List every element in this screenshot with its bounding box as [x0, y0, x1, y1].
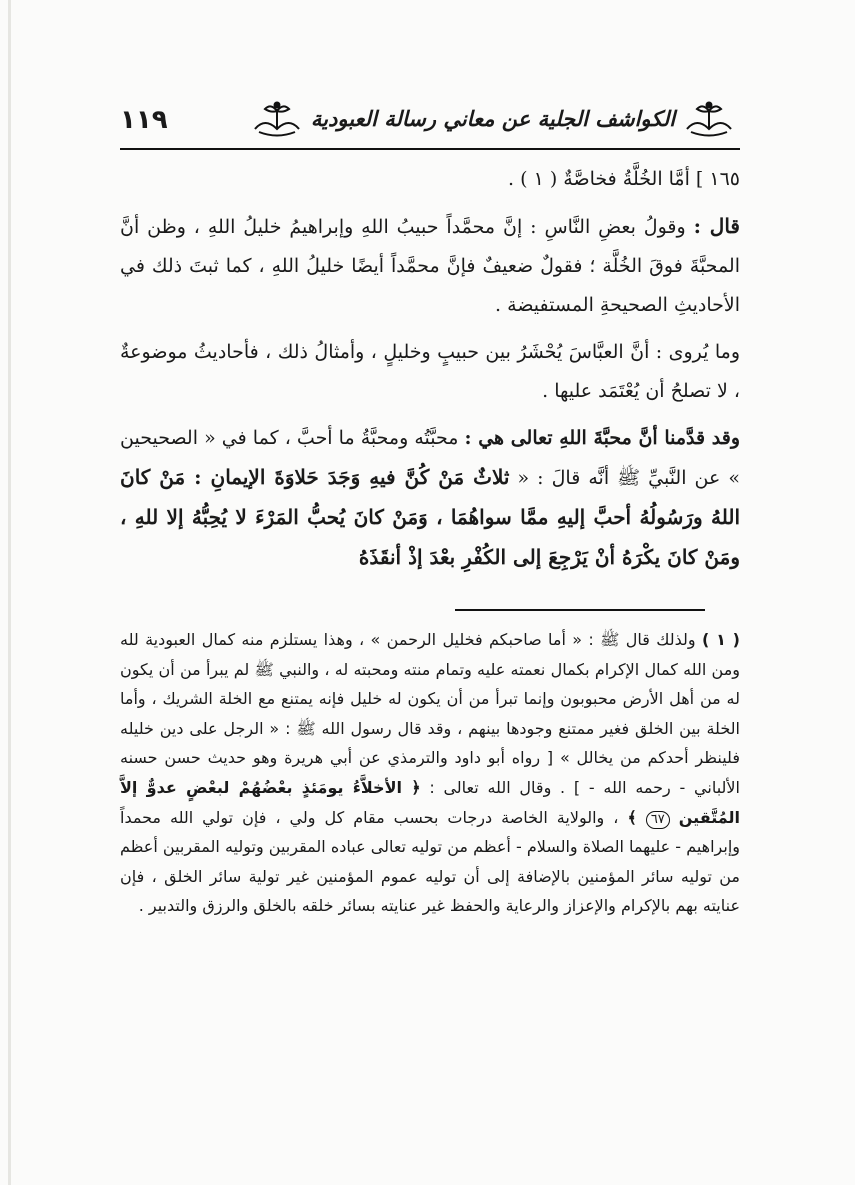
mahabba-heading: وقد قدَّمنا أنَّ محبَّةَ اللهِ تعالى هي :: [464, 427, 740, 449]
quran-verse: ﴿ الأخلاَّءُ يومَئذٍ بعْضُهُمْ لبعْضٍ عدوٌّ إلاَّ المُتَّقين: [120, 777, 740, 827]
paragraph-qala-text: وقولُ بعضِ النَّاسِ : إنَّ محمَّداً حبيبُ اللهِ وإبراهيمُ خليلُ اللهِ ، وظن أنَّ المحبَّةَ فوقَ الخُلَّة ؛ فقولٌ ضعيفٌ فإنَّ محمَّداً أيضًا خليلُ اللهِ ، كما ثبتَ ذلك في الأحاديثِ الصحيحةِ المستفيضة .: [120, 216, 740, 316]
footnote-text-2: ، والولاية الخاصة درجات بحسب مقام كل ولي ، فإن تولي الله محمداً وإبراهيم - عليهما الصلاة والسلام - أعظم من توليه تعالى عباده المقربين وتوليه المقربين أعظم من توليه سائر المؤمنين بالإضافة إلى أن توليه عموم المؤمنين غير تولية سائر الخلق ، فإن عنايته بهم بالإكرام والإعزاز والرعاية والحفظ غير عنايته بسائر خلقه بالخلق والرزق والتدبير .: [120, 807, 740, 916]
footnote-text-1: ولذلك قال ﷺ : « أما صاحبكم فخليل الرحمن » ، وهذا يستلزم منه كمال العبودية لله ومن الله كمال الإكرام بكمال نعمته عليه وتمام منته ومحبته له ، والنبي ﷺ لم يبرأ من أن يكون له من أهل الأرض محبوبون وإنما تبرأ من أن يكون له خليل فإنه يمتنع مع الخلة الشريك ، وأما الخلة بين الخلق فغير ممتنع وجودها بينهم ، وقد قال رسول الله ﷺ : « الرجل على دين خليله فلينظر أحدكم من يخالل » [ رواه أبو داود والترمذي عن أبي هريرة وهو حديث حسن حسنه الألباني - رحمه الله - ] . وقال الله تعالى :: [120, 630, 740, 797]
page-header: [120, 95, 740, 147]
hadith-text: ثلاثٌ مَنْ كُنَّ فيهِ وَجَدَ حَلاوَةَ الإيمانِ : مَنْ كانَ اللهُ ورَسُولُهُ أحبَّ إليهِ ممَّا سواهُمَا ، وَمَنْ كانَ يُحبُّ المَرْءَ لا يُحِبُّهُ إلا للهِ ، ومَنْ كانَ يكْرَهُ أنْ يَرْجِعَ إلى الكُفْرِ بعْدَ إذْ أنقَذَهُ: [120, 465, 740, 569]
mahabba-text: محبَّتُه ومحبَّةُ ما أحبَّ ، كما في « الصحيحين » عن النَّبيِّ ﷺ أنَّه قالَ : «: [120, 427, 741, 489]
paragraph-qala: [120, 207, 740, 325]
page-edge-shadow: [8, 0, 11, 1185]
paragraph-abbas-text: وما يُروى : أنَّ العبَّاسَ يُحْشَرُ بين حبيبٍ وخليلٍ ، وأمثالُ ذلك ، فأحاديثُ موضوعةٌ ، لا تصلحُ أن يُعْتَمَد عليها .: [120, 341, 740, 402]
line-165-text: ١٦٥ ] أمَّا الخُلَّةُ فخاصَّةٌ ( ١ ) .: [508, 168, 740, 190]
running-title: [248, 95, 738, 141]
paragraph-abbas: [120, 333, 740, 411]
verse-number: ٦٧: [646, 811, 670, 829]
quran-close-bracket: ﴾: [627, 807, 637, 827]
footnote-rule: [455, 609, 705, 611]
book-title: الكواشف الجلية عن معاني رسالة العبودية: [310, 105, 676, 131]
floral-ornament-icon: [251, 99, 303, 137]
footnotes: [120, 625, 740, 921]
footnote-marker: ( ١ ): [701, 630, 740, 649]
paragraph-mahabba: [120, 419, 740, 578]
header-rule: [120, 148, 740, 150]
page-number: ١١٩: [120, 105, 168, 135]
floral-ornament-icon: [683, 99, 735, 137]
main-text: [120, 160, 740, 578]
footnote-1: [120, 625, 740, 921]
line-165: [120, 160, 740, 199]
qala-label: قال :: [693, 214, 740, 238]
